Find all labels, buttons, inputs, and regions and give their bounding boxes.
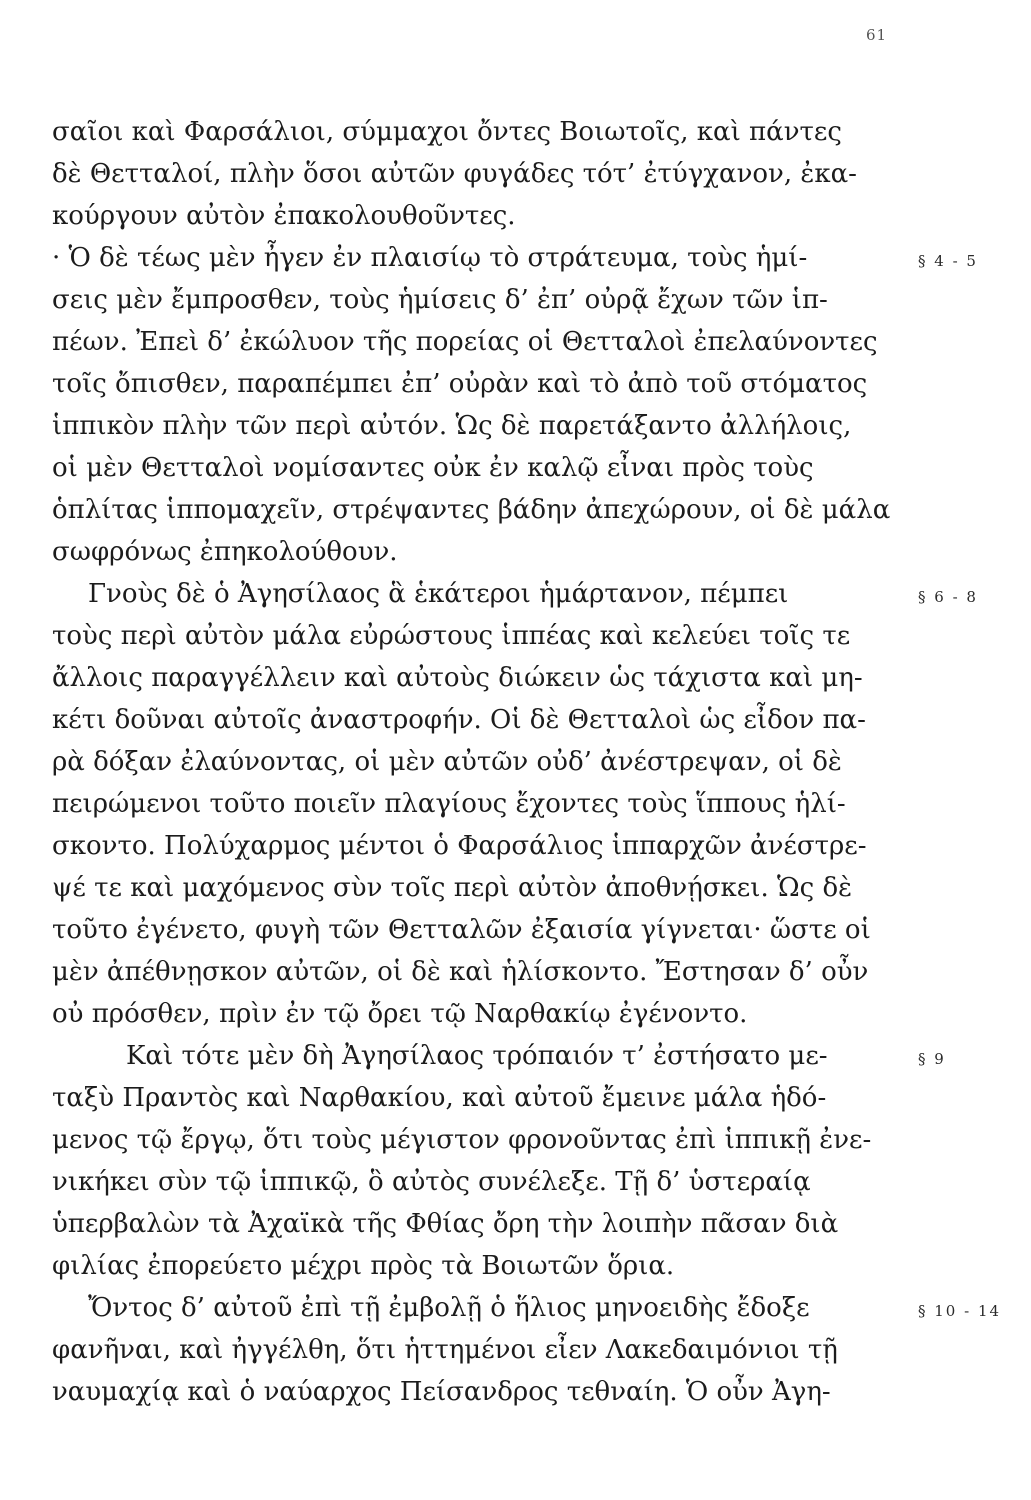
text-line: Καὶ τότε μὲν δὴ Ἀγησίλαος τρόπαιόν τ’ ἐστήσατο με- <box>126 1041 828 1071</box>
text-line: νικήκει σὺν τῷ ἱππικῷ, ὃ αὐτὸς συνέλεξε. Τῇ δ’ ὑστεραίᾳ <box>52 1167 811 1197</box>
text-line: τοῦτο ἐγένετο, φυγὴ τῶν Θετταλῶν ἐξαισία γίγνεται· ὥστε οἱ <box>52 915 871 945</box>
text-line: μενος τῷ ἔργῳ, ὅτι τοὺς μέγιστον φρονοῦντας ἐπὶ ἱππικῇ ἐνε- <box>52 1125 872 1155</box>
text-line: · Ὁ δὲ τέως μὲν ἦγεν ἐν πλαισίῳ τὸ στράτευμα, τοὺς ἡμί- <box>52 243 808 273</box>
text-line: οἱ μὲν Θετταλοὶ νομίσαντες οὐκ ἐν καλῷ εἶναι πρὸς τοὺς <box>52 453 814 483</box>
text-line: κέτι δοῦναι αὐτοῖς ἀναστροφήν. Οἱ δὲ Θετταλοὶ ὡς εἶδον πα- <box>52 705 866 735</box>
page-number: 61 <box>866 26 888 44</box>
text-line: τοὺς περὶ αὐτὸν μάλα εὐρώστους ἱππέας καὶ κελεύει τοῖς τε <box>52 621 851 651</box>
text-line: οὐ πρόσθεν, πρὶν ἐν τῷ ὄρει τῷ Ναρθακίῳ ἐγένοντο. <box>52 999 748 1029</box>
section-reference: § 4 - 5 <box>918 252 978 270</box>
text-line: Γνοὺς δὲ ὁ Ἀγησίλαος ἃ ἑκάτεροι ἡμάρτανον, πέμπει <box>88 579 789 609</box>
text-line: φιλίας ἐπορεύετο μέχρι πρὸς τὰ Βοιωτῶν ὅρια. <box>52 1251 675 1281</box>
text-line: φανῆναι, καὶ ἠγγέλθη, ὅτι ἡττημένοι εἶεν Λακεδαιμόνιοι τῇ <box>52 1335 838 1365</box>
text-line: σωφρόνως ἐπηκολούθουν. <box>52 537 398 567</box>
text-line: ἄλλοις παραγγέλλειν καὶ αὐτοὺς διώκειν ὡς τάχιστα καὶ μη- <box>52 663 863 693</box>
section-reference: § 9 <box>918 1050 946 1068</box>
text-line: τοῖς ὄπισθεν, παραπέμπει ἐπ’ οὐρὰν καὶ τὸ ἀπὸ τοῦ στόματος <box>52 369 868 399</box>
text-line: σαῖοι καὶ Φαρσάλιοι, σύμμαχοι ὄντες Βοιωτοῖς, καὶ πάντες <box>52 117 842 147</box>
text-line: ψέ τε καὶ μαχόμενος σὺν τοῖς περὶ αὐτὸν ἀποθνῄσκει. Ὡς δὲ <box>52 873 853 903</box>
text-line: κούργουν αὐτὸν ἐπακολουθοῦντες. <box>52 201 516 231</box>
text-line: σεις μὲν ἔμπροσθεν, τοὺς ἡμίσεις δ’ ἐπ’ οὐρᾷ ἔχων τῶν ἱπ- <box>52 285 828 315</box>
text-line: ὁπλίτας ἱππομαχεῖν, στρέψαντες βάδην ἀπεχώρουν, οἱ δὲ μάλα <box>52 495 891 525</box>
section-reference: § 10 - 14 <box>918 1302 1002 1320</box>
text-line: ὑπερβαλὼν τὰ Ἀχαϊκὰ τῆς Φθίας ὄρη τὴν λοιπὴν πᾶσαν διὰ <box>52 1209 839 1239</box>
text-line: πειρώμενοι τοῦτο ποιεῖν πλαγίους ἔχοντες τοὺς ἵππους ἡλί- <box>52 789 846 819</box>
text-line: σκοντο. Πολύχαρμος μέντοι ὁ Φαρσάλιος ἱππαρχῶν ἀνέστρε- <box>52 831 867 861</box>
text-line: ταξὺ Πραντὸς καὶ Ναρθακίου, καὶ αὐτοῦ ἔμεινε μάλα ἡδό- <box>52 1083 827 1113</box>
text-line: δὲ Θετταλοί, πλὴν ὅσοι αὐτῶν φυγάδες τότ’ ἐτύγχανον, ἐκα- <box>52 159 857 189</box>
text-line: Ὄντος δ’ αὐτοῦ ἐπὶ τῇ ἐμβολῇ ὁ ἥλιος μηνοειδὴς ἔδοξε <box>88 1293 810 1323</box>
text-line: πέων. Ἐπεὶ δ’ ἐκώλυον τῆς πορείας οἱ Θετταλοὶ ἐπελαύνοντες <box>52 327 878 357</box>
text-line: ρὰ δόξαν ἐλαύνοντας, οἱ μὲν αὐτῶν οὐδ’ ἀνέστρεψαν, οἱ δὲ <box>52 747 842 777</box>
text-line: μὲν ἀπέθνῃσκον αὐτῶν, οἱ δὲ καὶ ἡλίσκοντο. Ἔστησαν δ’ οὖν <box>52 957 869 987</box>
section-reference: § 6 - 8 <box>918 588 978 606</box>
text-line: ἱππικὸν πλὴν τῶν περὶ αὐτόν. Ὡς δὲ παρετάξαντο ἀλλήλοις, <box>52 411 852 441</box>
text-line: ναυμαχίᾳ καὶ ὁ ναύαρχος Πείσανδρος τεθναίη. Ὁ οὖν Ἀγη- <box>52 1377 831 1407</box>
